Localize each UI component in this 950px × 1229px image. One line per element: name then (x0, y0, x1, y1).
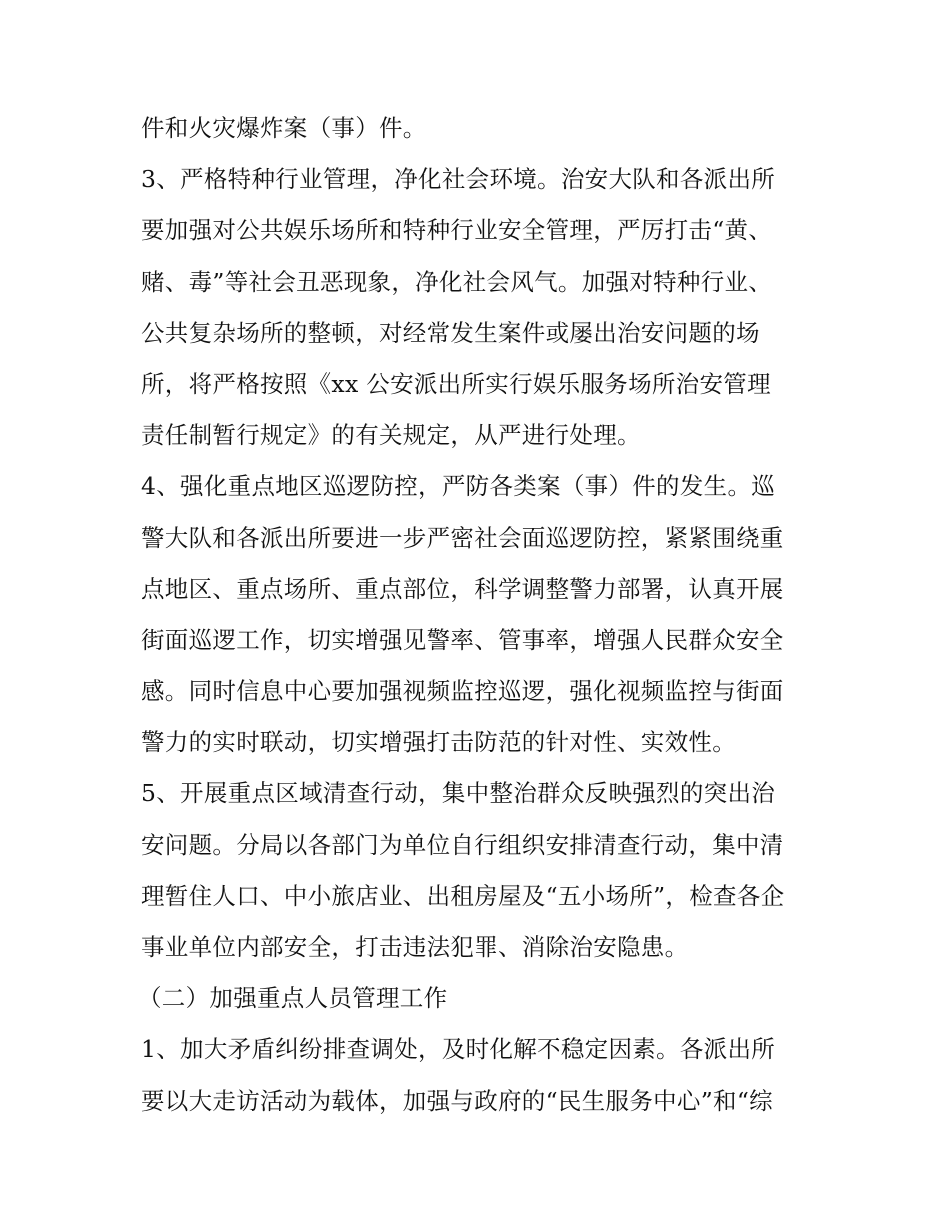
text-line: 安问题。分局以各部门为单位自行组织安排清查行动，集中清 (141, 830, 784, 859)
text-line: 街面巡逻工作，切实增强见警率、管事率，增强人民群众安全 (141, 625, 784, 654)
document-body (138, 106, 821, 1130)
text-line: 责任制暂行规定》的有关规定，从严进行处理。 (141, 421, 641, 450)
text-line: 警大队和各派出所要进一步严密社会面巡逻防控，紧紧围绕重 (141, 523, 784, 552)
text-line: 感。同时信息中心要加强视频监控巡逻，强化视频监控与街面 (141, 677, 784, 706)
text-line: 要以大走访活动为载体，加强与政府的“民生服务中心”和“综 (141, 1086, 773, 1115)
section-heading: （二）加强重点人员管理工作 (138, 984, 448, 1013)
text-line: 警力的实时联动，切实增强打击防范的针对性、实效性。 (141, 728, 736, 757)
text-line: 公共复杂场所的整顿，对经常发生案件或屡出治安问题的场 (141, 318, 760, 347)
text-line: 理暂住人口、中小旅店业、出租房屋及“五小场所”，检查各企 (141, 881, 785, 910)
text-line: 3、严格特种行业管理，净化社会环境。治安大队和各派出所 (141, 165, 776, 194)
text-line: 赌、毒”等社会丑恶现象，净化社会风气。加强对特种行业、 (141, 267, 773, 296)
text-line: 所，将严格按照《xx 公安派出所实行娱乐服务场所治安管理 (141, 369, 771, 398)
text-line: 1、加大矛盾纠纷排查调处，及时化解不稳定因素。各派出所 (141, 1035, 776, 1064)
text-line: 事业单位内部安全，打击违法犯罪、消除治安隐患。 (141, 933, 689, 961)
text-line: 件和火灾爆炸案（事）件。 (141, 114, 427, 142)
text-line: 4、强化重点地区巡逻防控，严防各类案（事）件的发生。巡 (141, 472, 776, 501)
text-line: 点地区、重点场所、重点部位，科学调整警力部署，认真开展 (141, 574, 784, 603)
text-line: 要加强对公共娱乐场所和特种行业安全管理，严厉打击“黄、 (141, 216, 773, 245)
text-line: 5、开展重点区域清查行动，集中整治群众反映强烈的突出治 (141, 779, 776, 808)
